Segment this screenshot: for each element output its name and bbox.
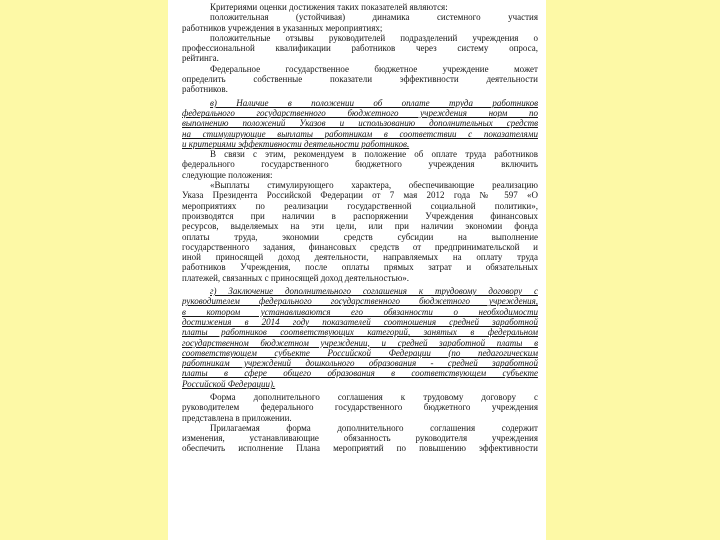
text-line: платежей, связанных с приносящей доход деятельностью». bbox=[182, 272, 410, 283]
text-line: работников учреждения в указанных мероприятиях; bbox=[182, 22, 383, 33]
italic-text-line: Российской Федерации). bbox=[182, 378, 276, 389]
text-line: В связи с этим, рекомендуем в положение об оплате труда работников bbox=[210, 149, 538, 160]
text-line: федерального государственного бюджетного учреждения включить bbox=[182, 159, 538, 170]
text-line: Федеральное государственное бюджетное учреждение может bbox=[210, 63, 538, 74]
text-line: работников. bbox=[182, 84, 228, 95]
text-line: профессиональной квалификации работников через систему опроса, bbox=[182, 43, 538, 54]
text-line: Критериями оценки достижения таких показателей являются: bbox=[210, 2, 448, 12]
italic-text-line: работникам учреждений дошкольного образования - средней заработной bbox=[182, 358, 538, 369]
text-line: положительная (устойчивая) динамика системного участия bbox=[210, 12, 538, 23]
text-line: «Выплаты стимулирующего характера, обеспечивающие реализацию bbox=[210, 180, 538, 191]
text-line: Прилагаемая форма дополнительного соглашения содержит bbox=[210, 422, 538, 433]
text-line: следующие положения: bbox=[182, 169, 273, 180]
text-line: ресурсов, выделяемых на эти цели, или при наличии экономии фонда bbox=[182, 221, 538, 232]
italic-text-line: в котором устанавливаются его обязанности о необходимости bbox=[182, 306, 538, 317]
text-line: Указа Президента Российской Федерации от 7 мая 2012 года № 597 «О bbox=[182, 190, 538, 201]
italic-text-line: платы в сфере общего образования в соответствующем субъекте bbox=[182, 368, 538, 379]
italic-text-line: и критериями эффективности деятельности работников. bbox=[182, 138, 410, 149]
text-line: оплаты труда, экономии средств субсидии на выполнение bbox=[182, 231, 538, 242]
text-line: положительные отзывы руководителей подразделений учреждения о bbox=[210, 32, 538, 43]
italic-text-line: государственном бюджетном учреждении, и средней заработной платы в bbox=[182, 337, 538, 348]
italic-text-line: руководителем федерального государственного бюджетного учреждения, bbox=[182, 296, 538, 307]
text-line: иной приносящей доход деятельности, направляемых на оплату труда bbox=[182, 252, 538, 263]
text-line: Форма дополнительного соглашения к трудовому договору с bbox=[210, 391, 538, 402]
text-line: определить собственные показатели эффективности деятельности bbox=[182, 74, 538, 85]
text-line: обеспечить исполнение Плана мероприятий по повышению эффективности bbox=[182, 443, 538, 454]
text-line: представлена в приложении. bbox=[182, 412, 292, 423]
text-line: руководителем федерального государственного бюджетного учреждения bbox=[182, 402, 538, 413]
text-line: производятся при наличии в распоряжении Учреждения финансовых bbox=[182, 210, 538, 221]
text-line: мероприятиях по реализации государственной социальной политики», bbox=[182, 200, 538, 211]
italic-text-line: платы работников соответствующих категорий, занятых в федеральном bbox=[182, 327, 538, 338]
italic-text-line: федерального государственного бюджетного учреждения норм по bbox=[182, 107, 538, 118]
text-line: работников Учреждения, после оплаты прямых затрат и обязательных bbox=[182, 262, 538, 273]
italic-text-line: в) Наличие в положении об оплате труда работников bbox=[210, 97, 538, 108]
italic-text-line: г) Заключение дополнительного соглашения к трудовому договору с bbox=[210, 286, 538, 297]
text-line: рейтинга. bbox=[182, 53, 219, 64]
italic-text-line: на стимулирующие выплаты работникам в соответствии с показателями bbox=[182, 128, 538, 139]
document-page bbox=[168, 0, 546, 540]
italic-text-line: соответствующем субъекте Российской Федерации (по педагогическим bbox=[182, 347, 538, 358]
text-line: государственного задания, финансовых средств от предпринимательской и bbox=[182, 241, 538, 252]
italic-text-line: достижения в 2014 году показателей соотношения средней заработной bbox=[182, 316, 538, 327]
text-line: изменения, устанавливающие обязанность руководителя учреждения bbox=[182, 433, 538, 444]
italic-text-line: выполнению положений Указов и использованию дополнительных средств bbox=[182, 118, 538, 129]
